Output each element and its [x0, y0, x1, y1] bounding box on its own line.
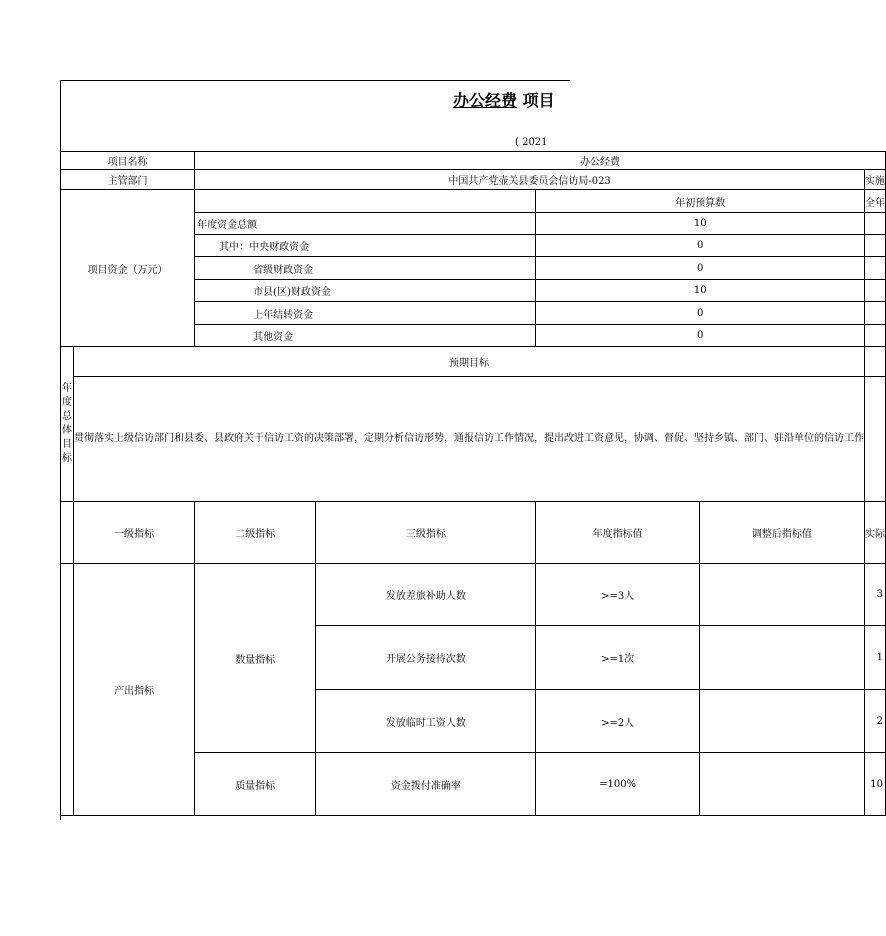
funds-row-full-year: [865, 325, 886, 347]
row-goal-header: [61, 347, 886, 377]
title-project-name: 办公经费: [453, 91, 518, 110]
row-project-name: [61, 152, 886, 170]
indicator-group-blank: [61, 564, 74, 816]
funds-row-full-year: [865, 213, 886, 235]
indicator-target: >=3人: [536, 564, 699, 626]
indicator-name: 发放临时工资人数: [316, 690, 536, 753]
indicator-target: >=1次: [536, 626, 699, 690]
indicator-target: >=2人: [536, 690, 699, 753]
annual-value-header: 年度指标值: [536, 502, 699, 564]
performance-table: [60, 151, 886, 816]
funds-row-value: 0: [536, 302, 865, 325]
project-name-value: 办公经费: [195, 152, 886, 170]
department-value: 中国共产党壶关县委员会信访局-023: [195, 170, 865, 190]
funds-row-label: 年度资金总额: [195, 213, 536, 235]
expected-goal-text: 贯彻落实上级信访部门和县委、县政府关于信访工资的决策部署，定期分析信访形势，通报信访工作情况，提出改进工资意见，协调、督促、坚持乡镇、部门、驻沿单位的信访工作: [74, 377, 865, 502]
funds-row-full-year: [865, 257, 886, 280]
indicator-row: [61, 564, 886, 626]
adjusted-value-header: 调整后指标值: [699, 502, 864, 564]
funds-row-full-year: [865, 235, 886, 257]
row-goal-text: [61, 377, 886, 502]
quality-indicator-label: 质量指标: [195, 753, 316, 816]
expected-goal-header: 预期目标: [74, 347, 865, 377]
page-title: [453, 88, 555, 111]
funds-row-full-year: [865, 280, 886, 302]
department-label: 主管部门: [61, 170, 195, 190]
actual-goal-text: [865, 377, 886, 502]
funds-row-label: 省级财政资金: [195, 257, 536, 280]
row-funds-header: [61, 190, 886, 213]
project-funds-label: 项目资金（万元）: [61, 190, 195, 347]
funds-row-value: 0: [536, 325, 865, 347]
funds-row-value: 10: [536, 280, 865, 302]
indicator-name: 发放差旅补助人数: [316, 564, 536, 626]
actual-value-header: 实际: [865, 502, 886, 564]
funds-header-blank: [195, 190, 536, 213]
indicator-adjusted: [699, 690, 864, 753]
implementing-unit-label: 实施: [865, 170, 886, 190]
sheet-border-top: [60, 80, 570, 81]
funds-row-full-year: [865, 302, 886, 325]
full-year-header: 全年: [865, 190, 886, 213]
indicator-target: =100%: [536, 753, 699, 816]
indicator-header-blank: [61, 502, 74, 564]
initial-budget-header: 年初预算数: [536, 190, 865, 213]
row-indicator-headers: [61, 502, 886, 564]
indicator-actual: 3: [865, 564, 886, 626]
year-label: ( 2021: [515, 137, 548, 148]
output-indicator-label: 产出指标: [74, 564, 195, 816]
indicator-name: 资金拨付准确率: [316, 753, 536, 816]
row-department: [61, 170, 886, 190]
annual-goal-label: 年度总体目标: [61, 347, 74, 502]
indicator-adjusted: [699, 626, 864, 690]
level3-indicator-header: 三级指标: [316, 502, 536, 564]
title-suffix: 项目: [517, 91, 555, 110]
indicator-actual: 2: [865, 690, 886, 753]
funds-row-label: 其中：中央财政资金: [195, 235, 536, 257]
funds-row-value: 0: [536, 235, 865, 257]
funds-row-label: 市县(区)财政资金: [195, 280, 536, 302]
funds-row-label: 其他资金: [195, 325, 536, 347]
indicator-actual: 10: [865, 753, 886, 816]
funds-row-label: 上年结转资金: [195, 302, 536, 325]
funds-row-value: 0: [536, 257, 865, 280]
indicator-adjusted: [699, 753, 864, 816]
indicator-name: 开展公务接待次数: [316, 626, 536, 690]
quantity-indicator-label: 数量指标: [195, 564, 316, 753]
level2-indicator-header: 二级指标: [195, 502, 316, 564]
indicator-adjusted: [699, 564, 864, 626]
actual-goal-header: [865, 347, 886, 377]
funds-row-value: 10: [536, 213, 865, 235]
indicator-actual: 1: [865, 626, 886, 690]
level1-indicator-header: 一级指标: [74, 502, 195, 564]
project-name-label: 项目名称: [61, 152, 195, 170]
